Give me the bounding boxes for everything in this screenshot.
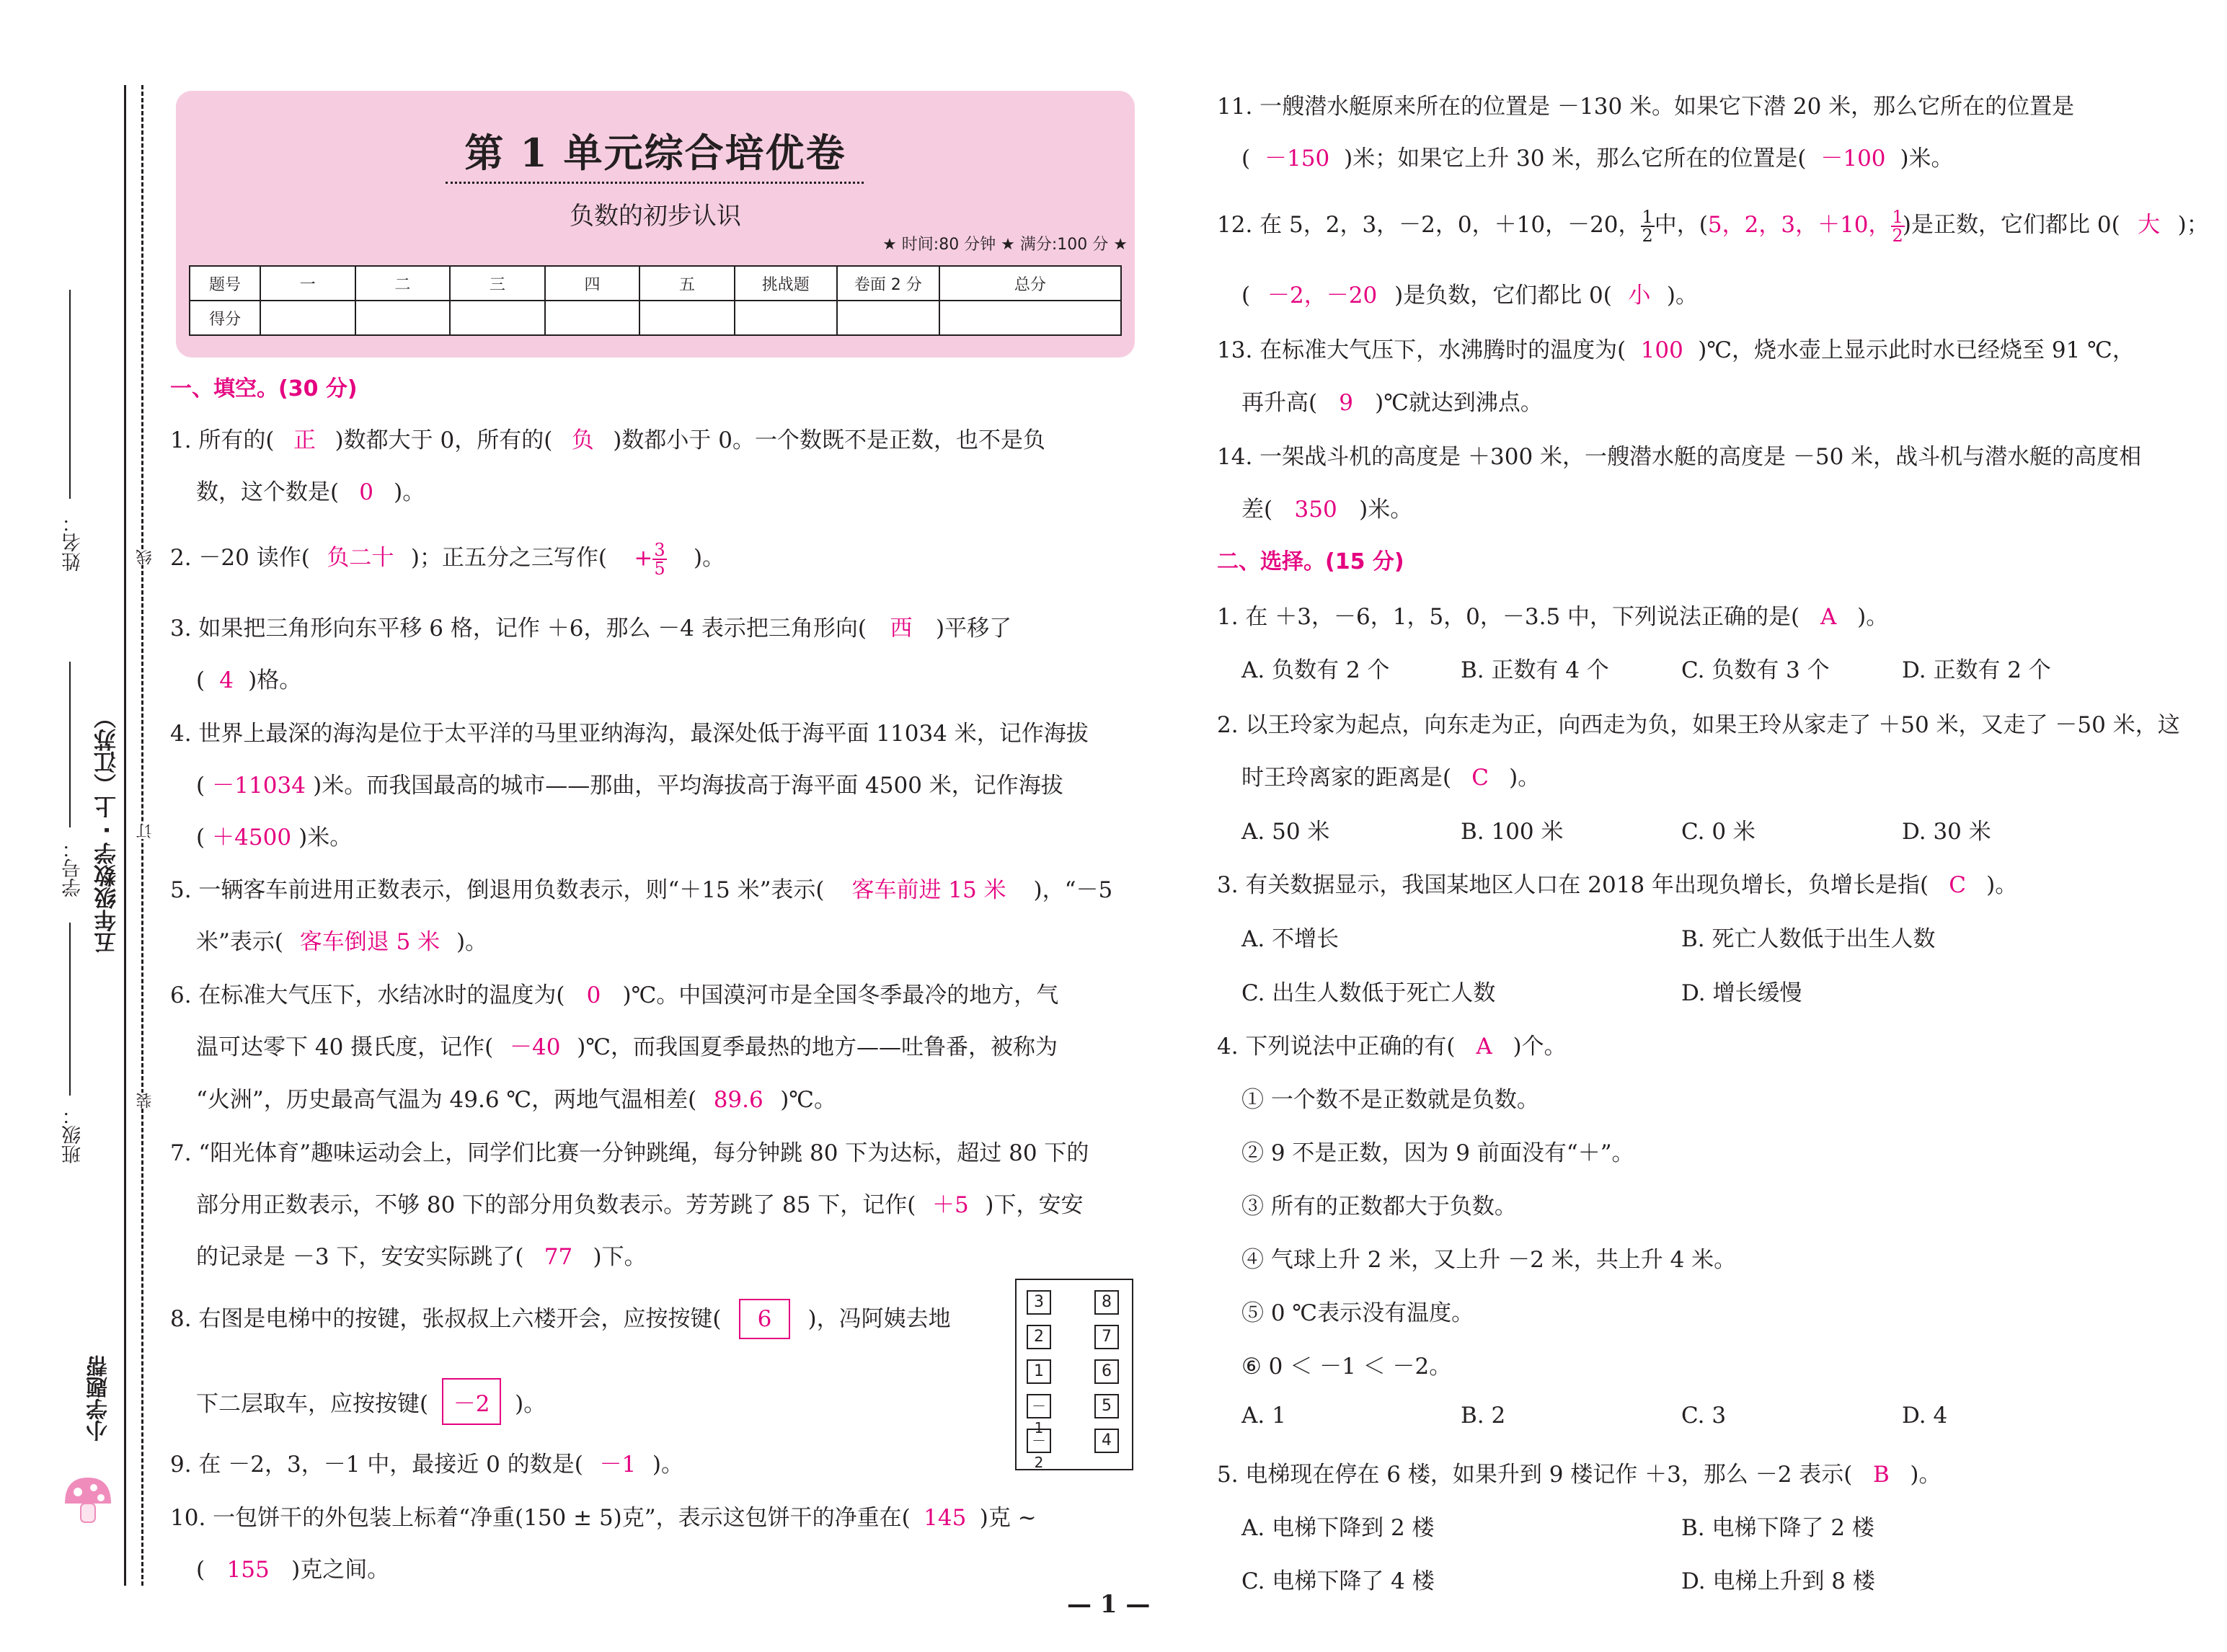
question-1-line-2 [196,474,425,506]
text: 数，这个数是( [196,479,340,505]
choice-5-option-c[interactable]: C. 电梯下降了 4 楼 [1241,1568,1435,1594]
statement-item: ④ 气球上升 2 米，又上升 －2 米，共上升 4 米。 [1241,1247,1737,1273]
page-number: — 1 — [1067,1590,1151,1619]
cut-mark-staple: 装 [134,1093,156,1109]
statement-item: ⑤ 0 ℃表示没有温度。 [1241,1300,1474,1326]
answer: 0 [359,479,373,505]
text: 的记录是 －3 下，安安实际跳了( [196,1244,524,1270]
question-14-line-2 [1241,491,1412,523]
text: 米”表示( [196,929,283,955]
choice-1 [1217,598,1888,631]
text: 3. 如果把三角形向东平移 6 格，记作 ＋6，那么 －4 表示把三角形向( [170,616,867,641]
answer: A [1820,604,1837,630]
text: 4. 下列说法中正确的有( [1217,1034,1456,1060]
elevator-key: 4 [1094,1429,1119,1453]
choice-1-option-c[interactable]: C. 负数有 3 个 [1681,657,1830,683]
answer: 350 [1294,497,1337,523]
answer: 77 [544,1244,573,1270]
choice-4-option-d[interactable]: D. 4 [1902,1403,1948,1429]
score-table [189,265,1122,336]
score-input[interactable] [837,301,939,335]
choice-2-option-b[interactable]: B. 100 米 [1461,819,1564,845]
text: )℃。中国漠河市是全国冬季最冷的地方，气 [622,982,1059,1008]
text: )。 [394,479,425,505]
text: )，“－5 [1033,877,1113,903]
answer: 负二十 [327,545,394,571]
book-name: 五年级数学 · 上（江苏） [94,706,120,954]
section-1-title: 一、填空。(30 分) [170,376,358,401]
text: 12. 在 5，2，3，－2，0，＋10，－20， [1217,212,1641,238]
choice-5-option-b[interactable]: B. 电梯下降了 2 楼 [1681,1515,1874,1541]
question-7-line-1: 7. “阳光体育”趣味运动会上，同学们比赛一分钟跳绳，每分钟跳 80 下为达标，超过 80 下的 [170,1140,1089,1166]
choice-1-option-a[interactable]: A. 负数有 2 个 [1241,657,1390,683]
text: )数都小于 0。一个数既不是正数，也不是负 [613,427,1045,453]
choice-1-option-d[interactable]: D. 正数有 2 个 [1902,657,2051,683]
answer-wrap [428,1378,515,1425]
text: )米。 [1900,146,1954,172]
answer: 100 [1640,337,1683,363]
choice-5-option-a[interactable]: A. 电梯下降到 2 楼 [1241,1515,1435,1541]
statement-item: ⑥ 0 ＜ －1 ＜ －2。 [1241,1354,1452,1380]
answer-text: 5，2，3，＋10， [1707,212,1891,238]
numerator: 1 [1892,206,1903,227]
answer: 6 [739,1299,791,1339]
answer: －2 [442,1378,502,1425]
text: 中，( [1654,212,1708,238]
choice-5-option-d[interactable]: D. 电梯上升到 8 楼 [1681,1568,1875,1594]
choice-3-option-d[interactable]: D. 增长缓慢 [1681,980,1802,1006]
answer: 客车倒退 5 米 [299,929,440,955]
answer: －40 [510,1034,561,1060]
text: 部分用正数表示，不够 80 下的部分用负数表示。芳芳跳了 85 下，记作( [196,1192,916,1218]
answer-wrap [722,1299,808,1339]
score-input[interactable] [939,301,1121,335]
answer: 小 [1628,283,1651,308]
text: )。 [652,1452,683,1478]
elevator-key: －1 [1027,1394,1051,1418]
denominator: 2 [1892,225,1903,246]
text: )。 [1910,1462,1942,1488]
question-7-line-3 [196,1238,647,1271]
text: ( [1241,283,1251,308]
text: 13. 在标准大气压下，水沸腾时的温度为( [1217,337,1626,363]
text: )个。 [1513,1034,1567,1060]
binding-solid-line [124,85,126,1586]
elevator-key: 2 [1027,1325,1051,1349]
score-cell: 二 [355,266,451,301]
question-11-line-2 [1241,140,1954,172]
answer: 9 [1339,390,1353,416]
text: )米。 [1359,497,1413,523]
text: )克 ~ [979,1505,1037,1531]
text: 下二层取车，应按按键( [196,1391,429,1417]
answer: －150 [1265,146,1330,172]
answer: 0 [586,982,601,1008]
text: 1. 在 ＋3，－6，1，5，0，－3.5 中，下列说法正确的是( [1217,604,1800,630]
text: 3. 有关数据显示，我国某地区人口在 2018 年出现负增长，负增长是指( [1217,872,1929,898]
choice-2-option-a[interactable]: A. 50 米 [1241,819,1330,845]
answer: 4 [219,667,234,693]
text: )；正五分之三写作( [410,545,608,571]
answer: 西 [890,616,913,641]
denominator: 5 [654,558,665,579]
class-label: 班级： [62,1106,84,1164]
text: )； [2177,212,2209,238]
exam-subtitle: 负数的初步认识 [570,202,741,231]
choice-4-option-c[interactable]: C. 3 [1681,1403,1727,1429]
elevator-button-panel [1015,1279,1133,1470]
answer: 大 [2138,212,2161,238]
answer-fraction [607,541,694,577]
answer: 客车前进 15 米 [851,877,1006,903]
text: )℃。 [780,1087,836,1113]
score-input[interactable] [355,301,451,335]
numerator: 3 [654,539,665,560]
choice-4-option-b[interactable]: B. 2 [1461,1403,1506,1429]
name-field [69,290,71,499]
text: )℃，烧水壶上显示此时水已经烧至 91 ℃， [1698,337,2135,363]
choice-3-option-a[interactable]: A. 不增长 [1241,926,1340,952]
answer: B [1873,1462,1890,1488]
answer: C [1949,872,1966,898]
exam-title: 第 1 单元综合培优卷 [464,130,846,176]
elevator-key: －2 [1027,1429,1051,1453]
question-11-line-1: 11. 一艘潜水艇原来所在的位置是 －130 米。如果它下潜 20 米，那么它所在的位置是 [1217,94,2075,120]
mushroom-logo [59,1472,117,1529]
elevator-key: 6 [1094,1359,1119,1384]
question-1-line-1 [170,422,1045,454]
question-8-line-1 [170,1299,951,1339]
choice-4 [1217,1028,1567,1060]
cut-mark-bind: 订 [134,823,156,839]
answer: 155 [226,1557,270,1583]
text: ( [196,667,205,693]
text: )。 [1666,283,1698,308]
answer [1708,206,1903,244]
text: )℃就达到沸点。 [1375,390,1543,416]
text: )下，安安 [985,1192,1084,1218]
id-field [69,662,71,827]
elevator-key: 5 [1094,1394,1119,1418]
choice-2-option-d[interactable]: D. 30 米 [1902,819,1991,845]
text: )米。 [298,825,353,851]
question-10-line-2 [196,1551,389,1584]
name-label: 姓名： [62,513,84,572]
text: ( [196,1557,205,1583]
text: 温可达零下 40 摄氏度，记作( [196,1034,494,1060]
text: )克之间。 [291,1557,390,1583]
answer: 负 [571,427,594,453]
question-12-line-2 [1241,277,1698,309]
question-13-line-1 [1217,332,2135,364]
text: )。 [1986,872,2018,898]
elevator-key: 8 [1094,1290,1119,1315]
statement-item: ③ 所有的正数都大于负数。 [1241,1194,1517,1220]
question-6-line-3 [196,1081,836,1114]
exam-header [176,91,1135,358]
text: )是负数，它们都比 0( [1394,283,1612,308]
text: 2. －20 读作( [170,545,310,571]
text: )米。而我国最高的城市——那曲，平均海拔高于海平面 4500 米，记作海拔 [313,773,1063,799]
text: 1. 所有的( [170,427,275,453]
choice-1-option-b[interactable]: B. 正数有 4 个 [1461,657,1609,683]
text: 9. 在 －2，3，－1 中，最接近 0 的数是( [170,1452,583,1478]
numerator: 1 [1642,206,1653,227]
score-input[interactable] [735,301,837,335]
question-10-line-1 [170,1499,1037,1532]
choice-2-line-2 [1241,759,1540,791]
text: 时王玲离家的距离是( [1241,765,1452,791]
text: 5. 电梯现在停在 6 楼，如果升到 9 楼记作 ＋3，那么 －2 表示( [1217,1462,1853,1488]
text: )米；如果它上升 30 米，那么它所在的位置是( [1344,146,1807,172]
choice-2-line-1: 2. 以王玲家为起点，向东走为正，向西走为负，如果王玲从家走了 ＋50 米，又走了 －50 米，这 [1217,712,2180,738]
answer: 89.6 [713,1087,763,1113]
question-4-line-3 [196,819,352,851]
answer: －11034 [212,773,306,799]
text: )。 [694,545,725,571]
answer: －1 [599,1452,637,1478]
text: )格。 [248,667,302,693]
question-12-line-1 [1217,206,2209,244]
question-14-line-1: 14. 一架战斗机的高度是 ＋300 米，一艘潜水艇的高度是 －50 米，战斗机与潜水艇的高度相 [1217,444,2142,470]
answer: ＋4500 [212,825,292,851]
question-6-line-1 [170,977,1058,1009]
text: )是正数，它们都比 0( [1902,212,2120,238]
question-2 [170,539,725,577]
score-cell: 五 [639,266,735,301]
score-cell: 挑战题 [735,266,837,301]
score-input[interactable] [260,301,355,335]
text: )。 [1509,765,1541,791]
question-5-line-2 [196,923,487,956]
text: )，冯阿姨去地 [807,1306,951,1332]
question-13-line-2 [1241,384,1543,417]
text: ( [196,825,205,851]
answer: C [1471,765,1489,791]
brand-name: 小学题帮 [87,1355,112,1442]
elevator-key: 1 [1027,1359,1051,1384]
question-3-line-2 [196,662,301,694]
question-4-line-1: 4. 世界上最深的海沟是位于太平洋的马里亚纳海沟，最深处低于海平面 11034 米，记作海拔 [170,721,1089,747]
score-input[interactable] [545,301,640,335]
text: ( [1241,146,1251,172]
score-input[interactable] [450,301,545,335]
question-5-line-1 [170,871,1112,904]
score-input[interactable] [639,301,735,335]
text: )下。 [593,1244,647,1270]
elevator-key: 7 [1094,1325,1119,1349]
choice-3-option-c[interactable]: C. 出生人数低于死亡人数 [1241,980,1496,1006]
answer: －100 [1820,146,1886,172]
score-cell: 三 [450,266,545,301]
id-label: 学号： [62,839,84,897]
question-4-line-2 [196,767,1063,799]
text: “火洲”，历史最高气温为 49.6 ℃，两地气温相差( [196,1087,697,1113]
answer: A [1476,1034,1492,1060]
choice-3 [1217,866,2017,899]
section-2-title: 二、选择。(15 分) [1217,549,1404,574]
class-field [69,923,71,1096]
text: )。 [515,1391,546,1417]
score-cell: 卷面 2 分 [837,266,939,301]
answer: 145 [924,1505,967,1531]
title-divider [446,182,864,184]
question-8-line-2 [196,1378,546,1425]
choice-5 [1217,1456,1942,1488]
choice-3-option-b[interactable]: B. 死亡人数低于出生人数 [1681,926,1936,952]
text: 8. 右图是电梯中的按键，张叔叔上六楼开会，应按按键( [170,1306,722,1332]
text: 10. 一包饼干的外包装上标着“净重(150 ± 5)克”，表示这包饼干的净重在( [170,1505,911,1531]
text: )℃，而我国夏季最热的地方——吐鲁番，被称为 [577,1034,1058,1060]
cut-mark-line: 线 [134,549,156,565]
text: ( [196,773,205,799]
text: )。 [456,929,488,955]
choice-2-option-c[interactable]: C. 0 米 [1681,819,1756,845]
score-cell: 总分 [939,266,1121,301]
text: 6. 在标准大气压下，水结冰时的温度为( [170,982,565,1008]
text: 差( [1241,497,1273,523]
denominator: 2 [1642,225,1653,246]
score-cell: 四 [545,266,640,301]
text: )。 [1857,604,1889,630]
text: )数都大于 0，所有的( [335,427,553,453]
answer: ＋5 [932,1192,969,1218]
fraction [652,541,666,577]
text: 再升高( [1241,390,1318,416]
question-9 [170,1446,683,1478]
fraction [1641,208,1655,244]
score-table-header-row [190,266,1121,301]
elevator-key: 3 [1027,1290,1051,1315]
question-6-line-2 [196,1029,1058,1061]
text: )平移了 [935,616,1012,641]
sign: + [634,545,653,571]
score-cell: 得分 [190,301,260,335]
score-cell: 一 [260,266,355,301]
text: 5. 一辆客车前进用正数表示，倒退用负数表示，则“＋15 米”表示( [170,877,825,903]
score-table-score-row [190,301,1121,335]
choice-4-option-a[interactable]: A. 1 [1241,1403,1286,1429]
score-cell: 题号 [190,266,260,301]
question-3-line-1 [170,610,1011,642]
answer: －2，－20 [1267,283,1378,308]
time-score-info: ★ 时间:80 分钟 ★ 满分:100 分 ★ [882,236,1128,254]
statement-item: ① 一个数不是正数就是负数。 [1241,1087,1539,1113]
answer: 正 [293,427,316,453]
statement-item: ② 9 不是正数，因为 9 前面没有“＋”。 [1241,1140,1634,1166]
question-7-line-2 [196,1186,1084,1219]
